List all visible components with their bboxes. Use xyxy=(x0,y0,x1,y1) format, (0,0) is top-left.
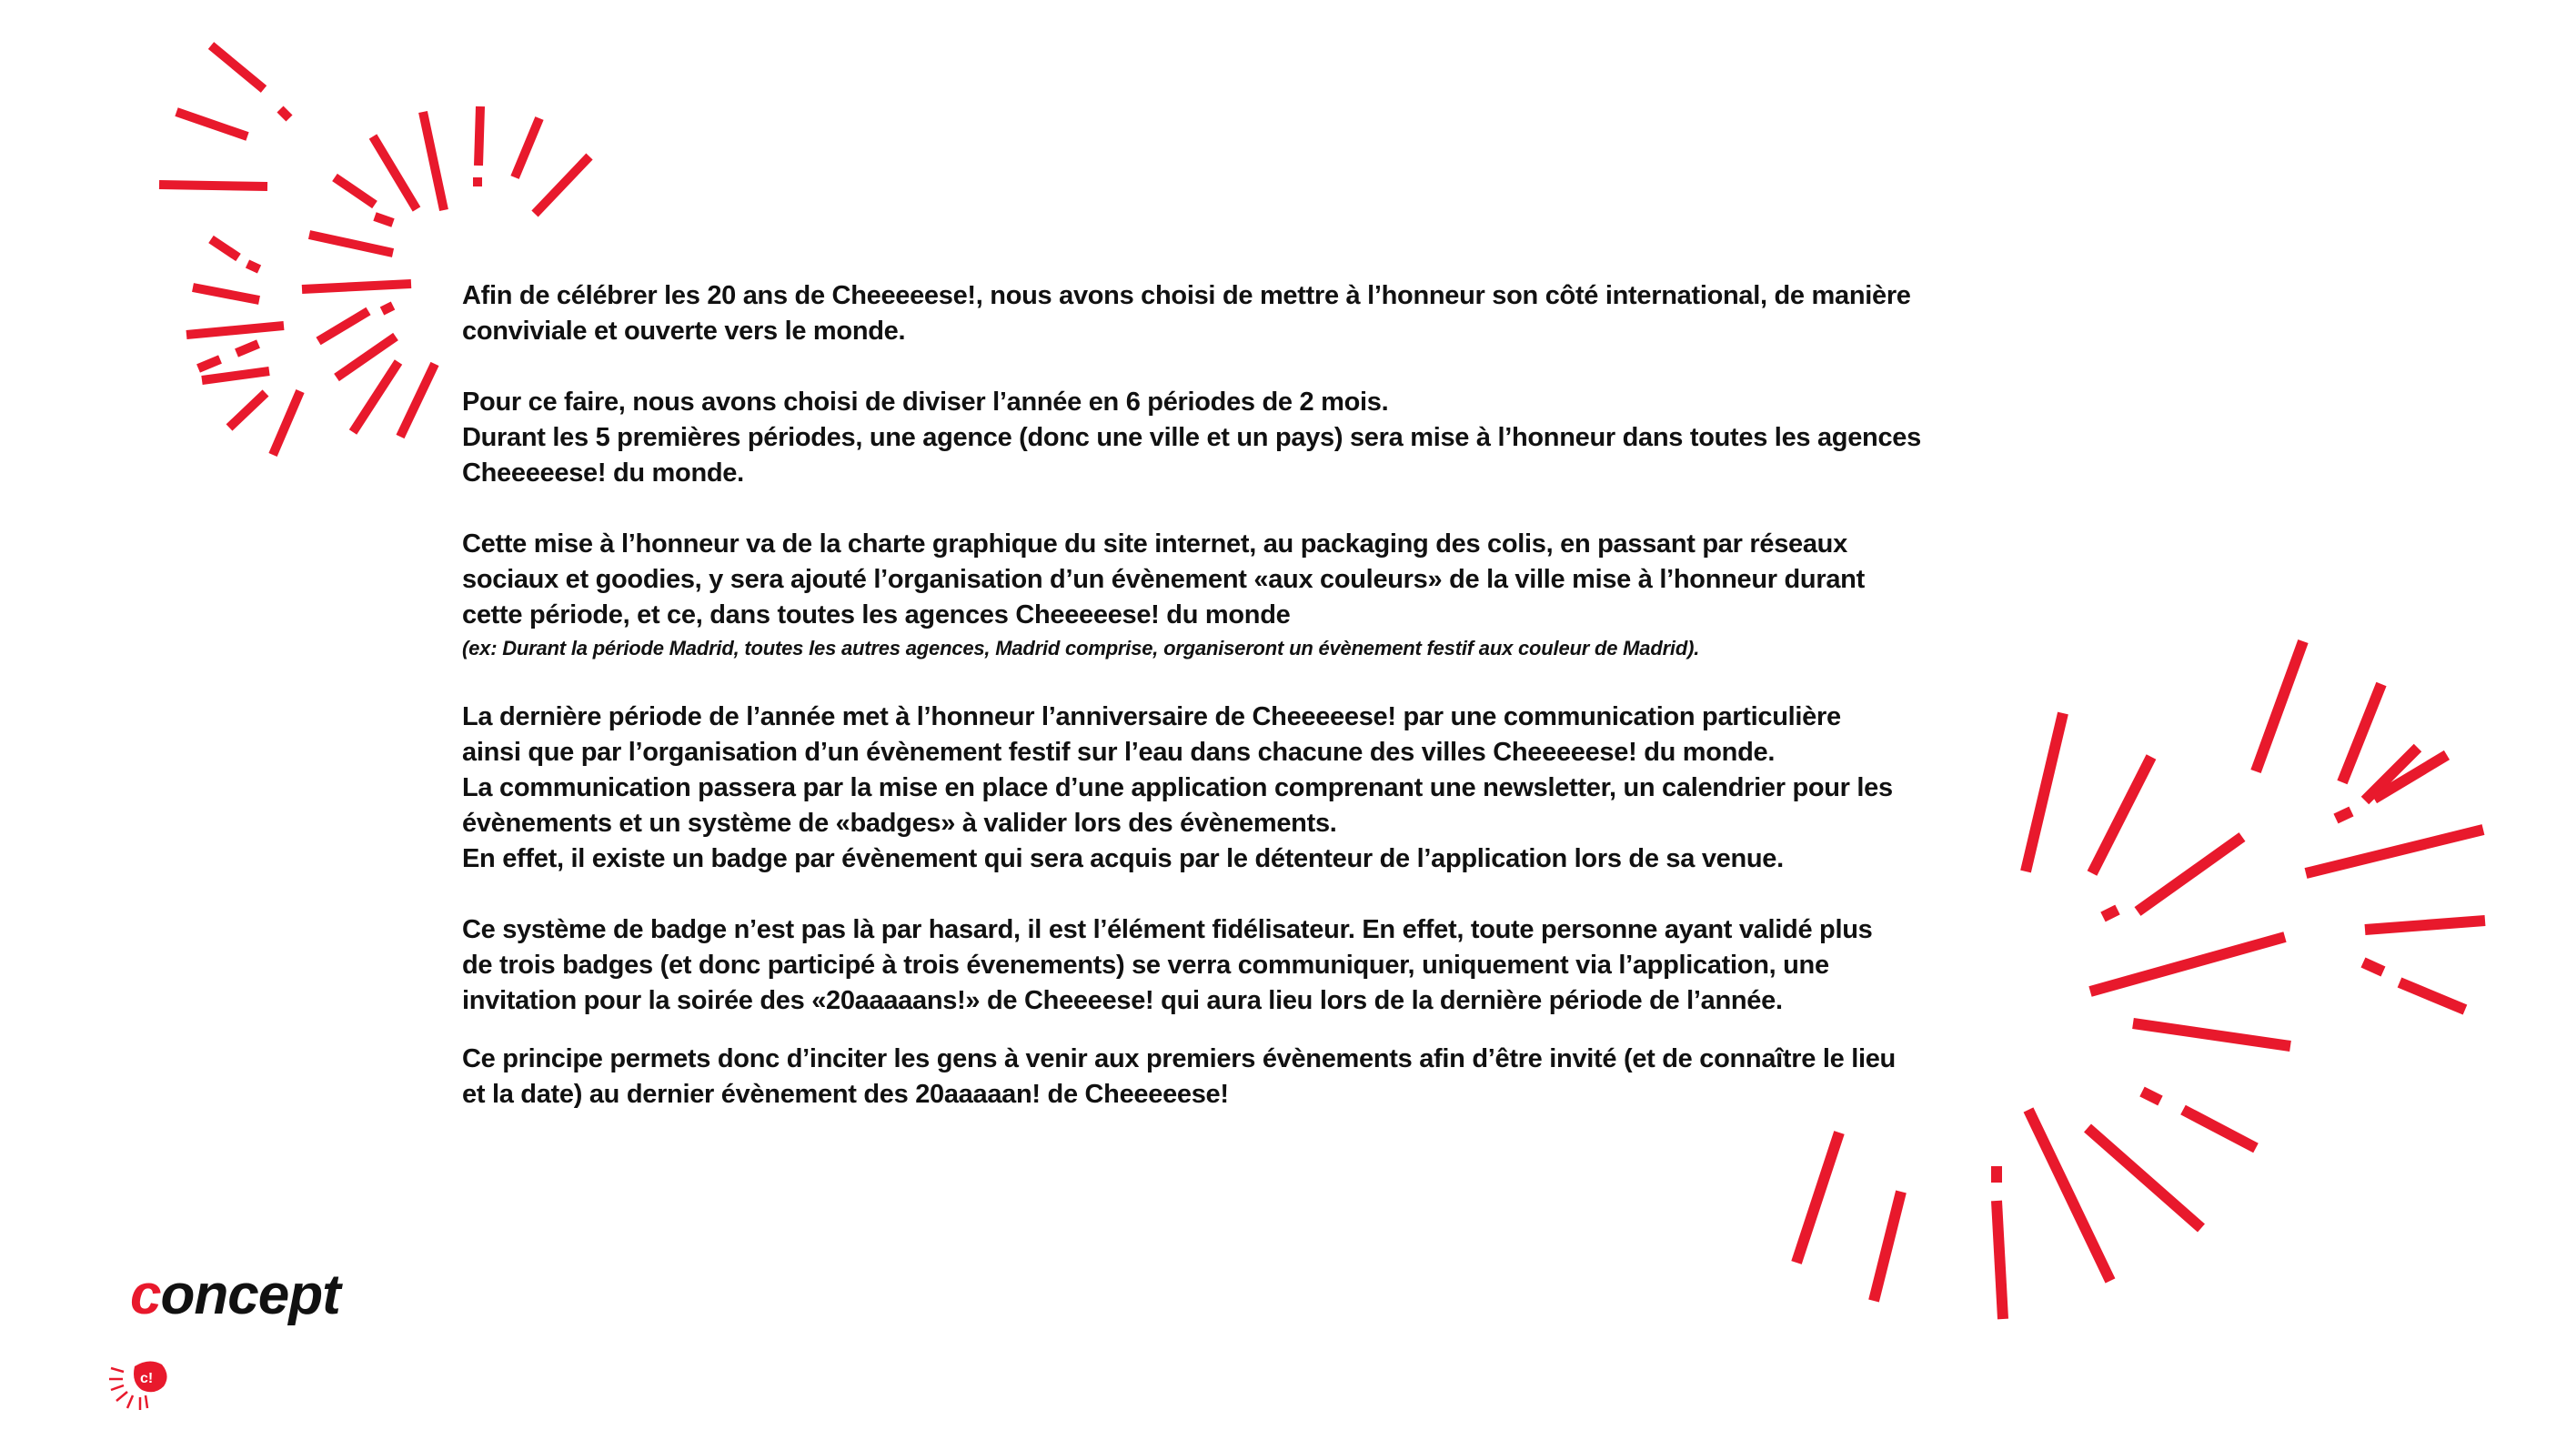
example-note: (ex: Durant la période Madrid, toutes les autres agences, Madrid comprise, organiseront un évènement festif aux couleur de Madrid). xyxy=(462,637,1700,660)
logo-letter: c! xyxy=(140,1371,154,1386)
text-line: Durant les 5 premières périodes, une agence (donc une ville et un pays) sera mise à l’honneur dans toutes les agences xyxy=(462,423,1921,452)
text-line: En effet, il existe un badge par évènement qui sera acquis par le détenteur de l’application lors de sa venue. xyxy=(462,844,1784,873)
text-line: et la date) au dernier évènement des 20aaaaan! de Cheeeeese! xyxy=(462,1080,1229,1109)
section-label-initial: c xyxy=(130,1264,161,1326)
paragraph-badges xyxy=(462,912,2004,1019)
paragraph-anniversary xyxy=(462,700,2004,877)
text-line: conviviale et ouverte vers le monde. xyxy=(462,317,906,346)
cheeeeese-logo-icon xyxy=(107,1355,180,1419)
text-line: Ce système de badge n’est pas là par hasard, il est l’élément fidélisateur. En effet, toute personne ayant validé plus xyxy=(462,915,1873,944)
text-line: Cheeeeese! du monde. xyxy=(462,458,744,488)
text-line: évènements et un système de «badges» à valider lors des évènements. xyxy=(462,809,1337,838)
paragraph-conclusion xyxy=(462,1042,2004,1113)
section-label xyxy=(130,1263,340,1327)
text-line: Ce principe permets donc d’inciter les gens à venir aux premiers évènements afin d’être invité (et de connaître le lieu xyxy=(462,1044,1896,1073)
text-line: de trois badges (et donc participé à trois évenements) se verra communiquer, uniquement via l’application, une xyxy=(462,951,1829,980)
text-line: ainsi que par l’organisation d’un évènement festif sur l’eau dans chacune des villes Cheeeeese! du monde. xyxy=(462,738,1776,767)
text-line: La communication passera par la mise en place d’une application comprenant une newsletter, un calendrier pour les xyxy=(462,773,1893,802)
text-line: sociaux et goodies, y sera ajouté l’organisation d’un évènement «aux couleurs» de la ville mise à l’honneur durant xyxy=(462,565,1865,594)
text-line: Pour ce faire, nous avons choisi de diviser l’année en 6 périodes de 2 mois. xyxy=(462,388,1389,417)
paragraph-periods xyxy=(462,385,2004,491)
text-line: La dernière période de l’année met à l’honneur l’anniversaire de Cheeeeese! par une communication particulière xyxy=(462,702,1841,731)
text-line: Cette mise à l’honneur va de la charte graphique du site internet, au packaging des colis, en passant par réseaux xyxy=(462,529,1847,559)
body-text xyxy=(462,278,2004,1148)
paragraph-intro xyxy=(462,278,2004,349)
text-line: Afin de célébrer les 20 ans de Cheeeeese!, nous avons choisi de mettre à l’honneur son côté international, de manière xyxy=(462,281,1911,310)
text-line: invitation pour la soirée des «20aaaaans!» de Cheeeese! qui aura lieu lors de la dernière période de l’année. xyxy=(462,986,1783,1015)
paragraph-branding xyxy=(462,527,2004,664)
text-line: cette période, et ce, dans toutes les agences Cheeeeese! du monde xyxy=(462,600,1291,629)
section-label-rest: oncept xyxy=(160,1264,340,1326)
